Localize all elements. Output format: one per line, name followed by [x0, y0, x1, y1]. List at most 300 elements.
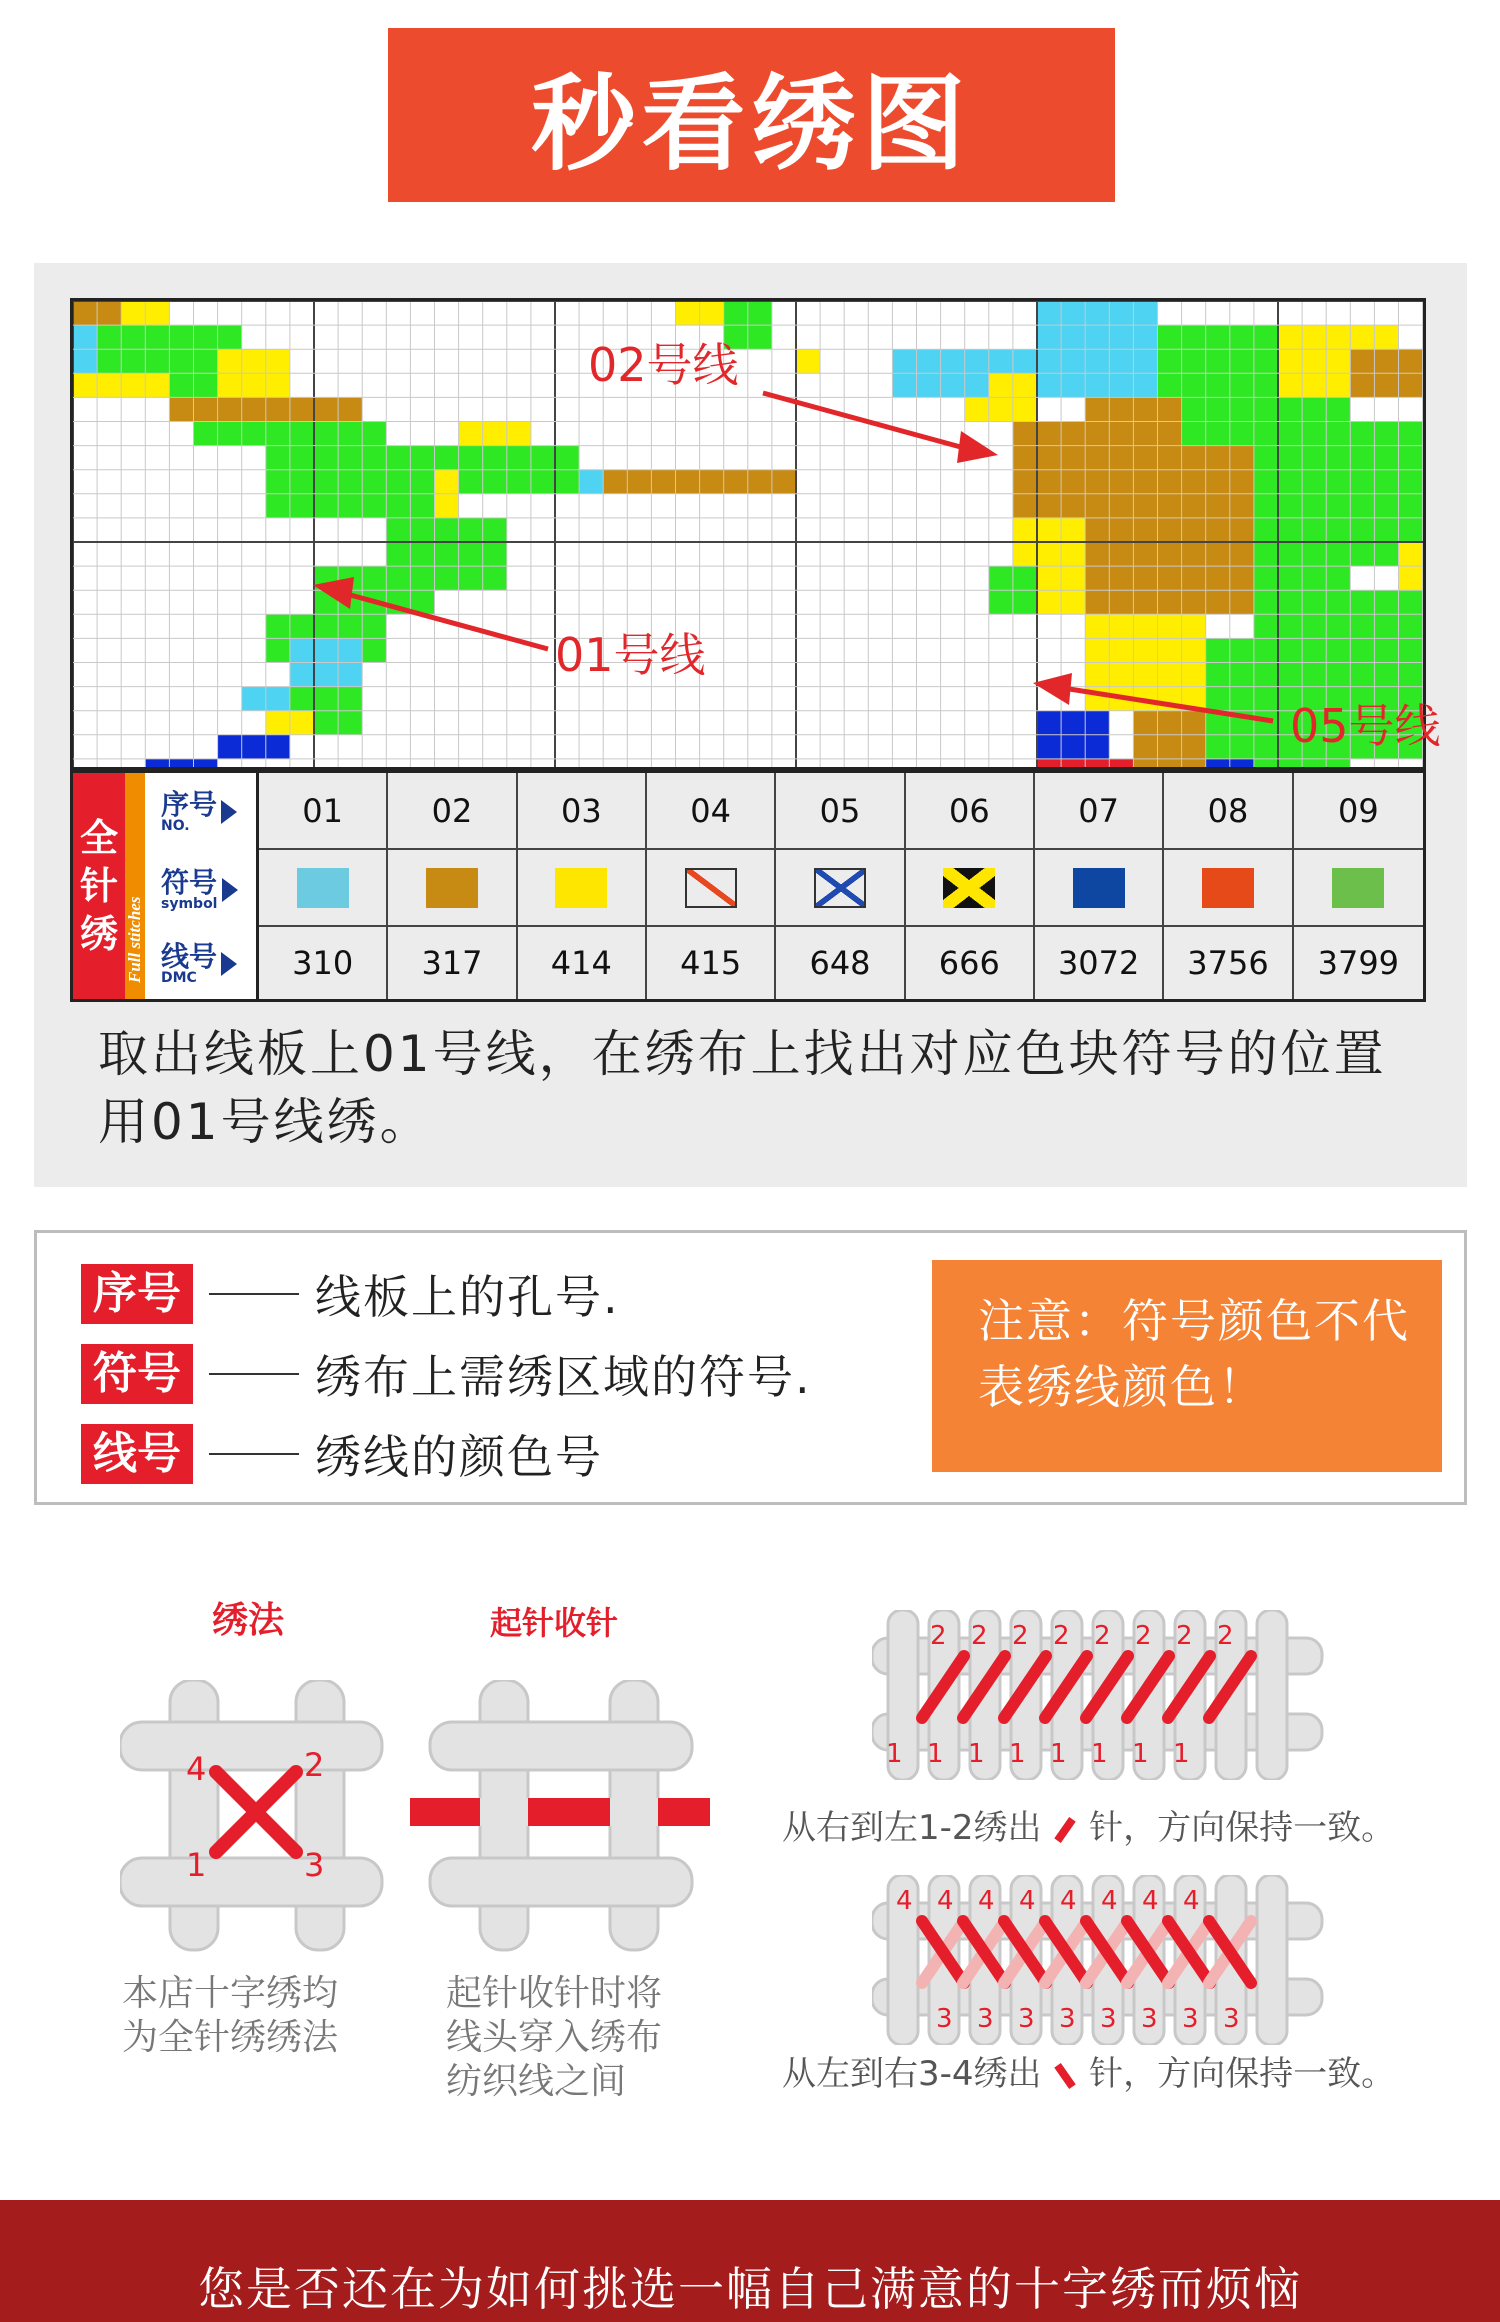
grid-cell	[1037, 494, 1061, 518]
grid-cell	[266, 349, 290, 373]
full-stitch-label	[73, 773, 125, 999]
grid-cell	[1254, 638, 1278, 662]
grid-cell	[1085, 301, 1109, 325]
grid-cell	[242, 422, 266, 446]
grid-cell	[1278, 518, 1302, 542]
grid-cell	[724, 470, 748, 494]
grid-cell	[1182, 614, 1206, 638]
grid-cell	[290, 638, 314, 662]
grid-cell	[1109, 446, 1133, 470]
grid-cell	[314, 397, 338, 421]
grid-cell	[121, 325, 145, 349]
grid-cell	[1037, 446, 1061, 470]
grid-cell	[1399, 542, 1423, 566]
grid-cell	[1254, 687, 1278, 711]
grid-cell	[338, 638, 362, 662]
grid-cell	[1182, 590, 1206, 614]
grid-cell	[1182, 373, 1206, 397]
grid-cell	[1374, 422, 1398, 446]
grid-cell	[1230, 542, 1254, 566]
grid-cell	[676, 301, 700, 325]
grid-cell	[1206, 494, 1230, 518]
grid-cell	[145, 301, 169, 325]
grid-cell	[1158, 759, 1182, 767]
grid-cell	[772, 470, 796, 494]
grid-cell	[1230, 494, 1254, 518]
stitch-number: 1	[968, 1739, 985, 1769]
grid-cell	[338, 687, 362, 711]
grid-cell	[1230, 759, 1254, 767]
start-caption	[446, 1972, 662, 2104]
grid-cell	[1326, 494, 1350, 518]
grid-cell	[1133, 470, 1157, 494]
key-row-symbol	[81, 1343, 812, 1405]
caption-part: 针，方向保持一致。	[1089, 2054, 1396, 2094]
grid-cell	[965, 349, 989, 373]
grid-cell	[1158, 711, 1182, 735]
grid-cell	[169, 373, 193, 397]
grid-cell	[1230, 349, 1254, 373]
grid-cell	[1061, 373, 1085, 397]
grid-cell	[1206, 638, 1230, 662]
row-header-sub: NO.	[161, 818, 190, 834]
legend-dmc-cell: 3072	[1035, 927, 1164, 999]
grid-cell	[266, 422, 290, 446]
label-thread-05: 05号线	[1290, 699, 1441, 753]
grid-cell	[1133, 494, 1157, 518]
stitch-number: 3	[1182, 2004, 1199, 2034]
grid-cell	[1399, 518, 1423, 542]
grid-cell	[266, 687, 290, 711]
grid-cell	[507, 446, 531, 470]
stitch-number: 3	[1223, 2004, 1240, 2034]
grid-cell	[1158, 638, 1182, 662]
label-thread-01: 01号线	[555, 628, 706, 682]
grid-cell	[1399, 614, 1423, 638]
grid-cell	[1085, 470, 1109, 494]
grid-cell	[1399, 373, 1423, 397]
grid-cell	[1350, 373, 1374, 397]
grid-cell	[1302, 590, 1326, 614]
grid-cell	[194, 373, 218, 397]
grid-cell	[1374, 518, 1398, 542]
grid-cell	[1399, 349, 1423, 373]
legend-table	[70, 770, 1426, 1002]
grid-cell	[435, 494, 459, 518]
grid-cell	[386, 470, 410, 494]
grid-cell	[1158, 446, 1182, 470]
grid-cell	[483, 446, 507, 470]
grid-cell	[1326, 638, 1350, 662]
stitch-number: 4	[1019, 1886, 1036, 1916]
grid-cell	[1133, 614, 1157, 638]
grid-cell	[1350, 325, 1374, 349]
grid-cell	[410, 518, 434, 542]
grid-cell	[1109, 614, 1133, 638]
grid-cell	[97, 349, 121, 373]
grid-cell	[1374, 494, 1398, 518]
grid-cell	[1085, 494, 1109, 518]
method-caption	[122, 1972, 338, 2060]
grid-cell	[362, 470, 386, 494]
title-banner	[388, 28, 1115, 202]
row-header-symbol	[161, 853, 257, 927]
grid-cell	[1085, 325, 1109, 349]
key-desc: 绣线的颜色号	[315, 1430, 603, 1484]
legend-no-cell: 09	[1294, 773, 1423, 850]
grid-cell	[1085, 638, 1109, 662]
grid-cell	[338, 711, 362, 735]
grid-cell	[1133, 373, 1157, 397]
grid-cell	[1278, 638, 1302, 662]
grid-cell	[266, 446, 290, 470]
grid-cell	[1278, 325, 1302, 349]
grid-cell	[1254, 735, 1278, 759]
stitch-number: 2	[971, 1621, 988, 1651]
grid-cell	[1350, 422, 1374, 446]
grid-cell	[1037, 711, 1061, 735]
grid-cell	[410, 446, 434, 470]
grid-cell	[1206, 542, 1230, 566]
grid-cell	[1374, 663, 1398, 687]
grid-cell	[1037, 590, 1061, 614]
grid-cell	[169, 325, 193, 349]
grid-cell	[941, 349, 965, 373]
grid-cell	[1350, 638, 1374, 662]
grid-cell	[266, 614, 290, 638]
grid-cell	[242, 373, 266, 397]
legend-no-cell: 08	[1164, 773, 1293, 850]
caption-line: 本店十字绣均	[122, 1973, 339, 2014]
grid-cell	[435, 518, 459, 542]
triangle-right-icon	[221, 952, 237, 976]
backslash-stitch-icon	[1055, 2063, 1076, 2089]
symbol-swatch-icon	[1073, 868, 1125, 908]
grid-cell	[194, 397, 218, 421]
grid-cell	[1206, 663, 1230, 687]
grid-cell	[1350, 590, 1374, 614]
grid-cell	[1350, 349, 1374, 373]
stitch-number: 2	[1176, 1621, 1193, 1651]
grid-cell	[1061, 325, 1085, 349]
grid-cell	[1326, 590, 1350, 614]
grid-cell	[1230, 735, 1254, 759]
stitch-number: 2	[1135, 1621, 1152, 1651]
grid-cell	[1326, 397, 1350, 421]
num-4: 4	[186, 1750, 207, 1788]
full-stitches-text: Full stitches	[125, 896, 144, 983]
grid-cell	[724, 301, 748, 325]
grid-cell	[1302, 663, 1326, 687]
grid-cell	[338, 397, 362, 421]
grid-cell	[1133, 759, 1157, 767]
grid-cell	[531, 470, 555, 494]
grid-cell	[1182, 542, 1206, 566]
grid-cell	[1206, 422, 1230, 446]
grid-cell	[97, 301, 121, 325]
grid-cell	[314, 687, 338, 711]
grid-cell	[1158, 614, 1182, 638]
grid-cell	[169, 349, 193, 373]
grid-cell	[121, 301, 145, 325]
grid-cell	[338, 422, 362, 446]
grid-cell	[314, 614, 338, 638]
key-row-dmc	[81, 1423, 603, 1485]
grid-cell	[1254, 397, 1278, 421]
grid-cell	[892, 349, 916, 373]
grid-cell	[435, 470, 459, 494]
row2-caption	[782, 2046, 1395, 2095]
grid-cell	[1037, 542, 1061, 566]
legend-symbol-cell	[1035, 850, 1164, 927]
grid-cell	[194, 759, 218, 767]
grid-cell	[145, 759, 169, 767]
grid-cell	[338, 494, 362, 518]
symbol-swatch-icon	[297, 868, 349, 908]
grid-cell	[218, 422, 242, 446]
grid-cell	[290, 397, 314, 421]
grid-cell	[989, 566, 1013, 590]
row-header-no	[161, 775, 257, 849]
grid-cell	[1109, 301, 1133, 325]
grid-cell	[965, 373, 989, 397]
grid-cell	[169, 397, 193, 421]
grid-cell	[1326, 542, 1350, 566]
grid-cell	[1182, 711, 1206, 735]
grid-cell	[73, 373, 97, 397]
symbol-swatch-icon	[555, 868, 607, 908]
grid-cell	[362, 638, 386, 662]
grid-cell	[1013, 373, 1037, 397]
caption-line: 为全针绣绣法	[122, 2017, 339, 2058]
grid-cell	[1230, 638, 1254, 662]
grid-cell	[362, 422, 386, 446]
grid-cell	[266, 470, 290, 494]
grid-cell	[386, 518, 410, 542]
legend-symbol-cell	[906, 850, 1035, 927]
grid-cell	[1061, 566, 1085, 590]
legend-symbol-cell	[1164, 850, 1293, 927]
stitch-number: 3	[1100, 2004, 1117, 2034]
side-char: 绣	[79, 912, 118, 956]
grid-cell	[1037, 422, 1061, 446]
grid-cell	[1109, 663, 1133, 687]
grid-cell	[1278, 759, 1302, 767]
legend-dmc-cell: 414	[518, 927, 647, 999]
stitch-number: 3	[1018, 2004, 1035, 2034]
legend-dmc-cell: 415	[647, 927, 776, 999]
legend-no-cell: 05	[776, 773, 905, 850]
grid-cell	[989, 373, 1013, 397]
grid-cell	[579, 470, 603, 494]
grid-cell	[362, 494, 386, 518]
grid-cell	[1399, 446, 1423, 470]
grid-cell	[1254, 590, 1278, 614]
grid-cell	[1206, 759, 1230, 767]
grid-cell	[483, 542, 507, 566]
key-dash	[209, 1293, 299, 1295]
grid-cell	[1061, 759, 1085, 767]
grid-cell	[1085, 759, 1109, 767]
grid-cell	[1254, 759, 1278, 767]
symbol-swatch-icon	[426, 868, 478, 908]
legend-dmc-cell: 648	[776, 927, 905, 999]
stitch-number: 4	[1060, 1886, 1077, 1916]
grid-cell	[1037, 518, 1061, 542]
key-tag: 序号	[81, 1264, 193, 1324]
grid-cell	[1350, 446, 1374, 470]
stitch-number: 4	[1101, 1886, 1118, 1916]
grid-cell	[1013, 494, 1037, 518]
grid-cell	[1302, 518, 1326, 542]
grid-cell	[1278, 494, 1302, 518]
grid-cell	[1254, 422, 1278, 446]
grid-cell	[386, 542, 410, 566]
grid-cell	[1109, 373, 1133, 397]
grid-cell	[1133, 301, 1157, 325]
stitch-number: 2	[1053, 1621, 1070, 1651]
grid-cell	[1302, 494, 1326, 518]
grid-cell	[1278, 349, 1302, 373]
grid-cell	[435, 446, 459, 470]
grid-cell	[1037, 735, 1061, 759]
grid-cell	[73, 325, 97, 349]
grid-cell	[1133, 735, 1157, 759]
legend-symbol-cell	[647, 850, 776, 927]
grid-cell	[1206, 518, 1230, 542]
grid-cell	[1061, 422, 1085, 446]
grid-cell	[1158, 349, 1182, 373]
grid-cell	[218, 325, 242, 349]
legend-no-cell: 03	[518, 773, 647, 850]
grid-cell	[459, 470, 483, 494]
grid-cell	[73, 349, 97, 373]
grid-cell	[1278, 446, 1302, 470]
legend-symbol-cell	[776, 850, 905, 927]
weave-start-icon	[410, 1680, 710, 1950]
grid-cell	[1206, 325, 1230, 349]
grid-cell	[1278, 373, 1302, 397]
grid-cell	[1133, 590, 1157, 614]
grid-cell	[1133, 397, 1157, 421]
grid-cell	[97, 325, 121, 349]
grid-cell	[1109, 349, 1133, 373]
grid-cell	[1182, 638, 1206, 662]
grid-cell	[1133, 446, 1157, 470]
grid-cell	[1399, 566, 1423, 590]
grid-cell	[1302, 638, 1326, 662]
instruction-text: 取出线板上01号线，在绣布上找出对应色块符号的位置用01号线绣。	[98, 1025, 1387, 1151]
grid-cell	[1109, 759, 1133, 767]
grid-cell	[242, 687, 266, 711]
legend-dmc-cell: 3756	[1164, 927, 1293, 999]
grid-cell	[1133, 422, 1157, 446]
grid-cell	[1350, 518, 1374, 542]
grid-cell	[1013, 470, 1037, 494]
grid-cell	[1037, 301, 1061, 325]
grid-cell	[531, 446, 555, 470]
grid-cell	[1302, 446, 1326, 470]
grid-cell	[1158, 397, 1182, 421]
grid-cell	[1085, 518, 1109, 542]
caption-part: 针，方向保持一致。	[1089, 1808, 1396, 1848]
grid-cell	[266, 494, 290, 518]
grid-cell	[121, 373, 145, 397]
grid-cell	[338, 614, 362, 638]
grid-cell	[1399, 470, 1423, 494]
grid-cell	[1350, 470, 1374, 494]
grid-cell	[1374, 470, 1398, 494]
grid-cell	[1206, 566, 1230, 590]
grid-cell	[1326, 759, 1350, 767]
grid-cell	[1037, 470, 1061, 494]
grid-cell	[1278, 566, 1302, 590]
grid-cell	[218, 373, 242, 397]
grid-cell	[1158, 325, 1182, 349]
triangle-right-icon	[222, 878, 238, 902]
grid-cell	[1302, 614, 1326, 638]
row-header-main: 符号	[161, 866, 218, 899]
stitch-number: 4	[937, 1886, 954, 1916]
grid-cell	[1109, 638, 1133, 662]
legend-symbol-cell	[259, 850, 388, 927]
grid-cell	[314, 711, 338, 735]
caption-part: 从右到左1-2绣出	[782, 1808, 1042, 1848]
key-dash	[209, 1453, 299, 1455]
num-2: 2	[304, 1746, 325, 1784]
grid-cell	[290, 614, 314, 638]
grid-cell	[314, 494, 338, 518]
grid-cell	[410, 494, 434, 518]
grid-cell	[483, 422, 507, 446]
triangle-right-icon	[221, 800, 237, 824]
grid-cell	[1182, 397, 1206, 421]
grid-cell	[1302, 373, 1326, 397]
side-char: 全	[79, 816, 118, 860]
key-tag: 符号	[81, 1344, 193, 1404]
grid-cell	[242, 397, 266, 421]
grid-cell	[1254, 325, 1278, 349]
grid-cell	[989, 590, 1013, 614]
grid-cell	[1133, 542, 1157, 566]
grid-cell	[1254, 494, 1278, 518]
grid-cell	[1206, 590, 1230, 614]
grid-cell	[1374, 373, 1398, 397]
legend-no-cell: 02	[388, 773, 517, 850]
stitch-number: 1	[886, 1739, 903, 1769]
grid-cell	[748, 301, 772, 325]
grid-cell	[1230, 590, 1254, 614]
grid-cell	[314, 638, 338, 662]
page-title: 秒看绣图	[531, 63, 972, 185]
grid-cell	[1230, 373, 1254, 397]
key-row-no	[81, 1263, 620, 1325]
grid-cell	[1302, 542, 1326, 566]
grid-cell	[145, 373, 169, 397]
stitch-number: 4	[896, 1886, 913, 1916]
stitch-number: 3	[977, 2004, 994, 2034]
legend-side-header	[70, 770, 256, 1002]
method-title: 绣法	[212, 1600, 285, 1641]
grid-cell	[748, 325, 772, 349]
grid-cell	[1278, 663, 1302, 687]
legend-symbol-cell	[1294, 850, 1423, 927]
grid-cell	[459, 422, 483, 446]
legend-grid	[256, 770, 1426, 1002]
grid-cell	[1109, 397, 1133, 421]
grid-cell	[1326, 663, 1350, 687]
grid-cell	[1158, 566, 1182, 590]
